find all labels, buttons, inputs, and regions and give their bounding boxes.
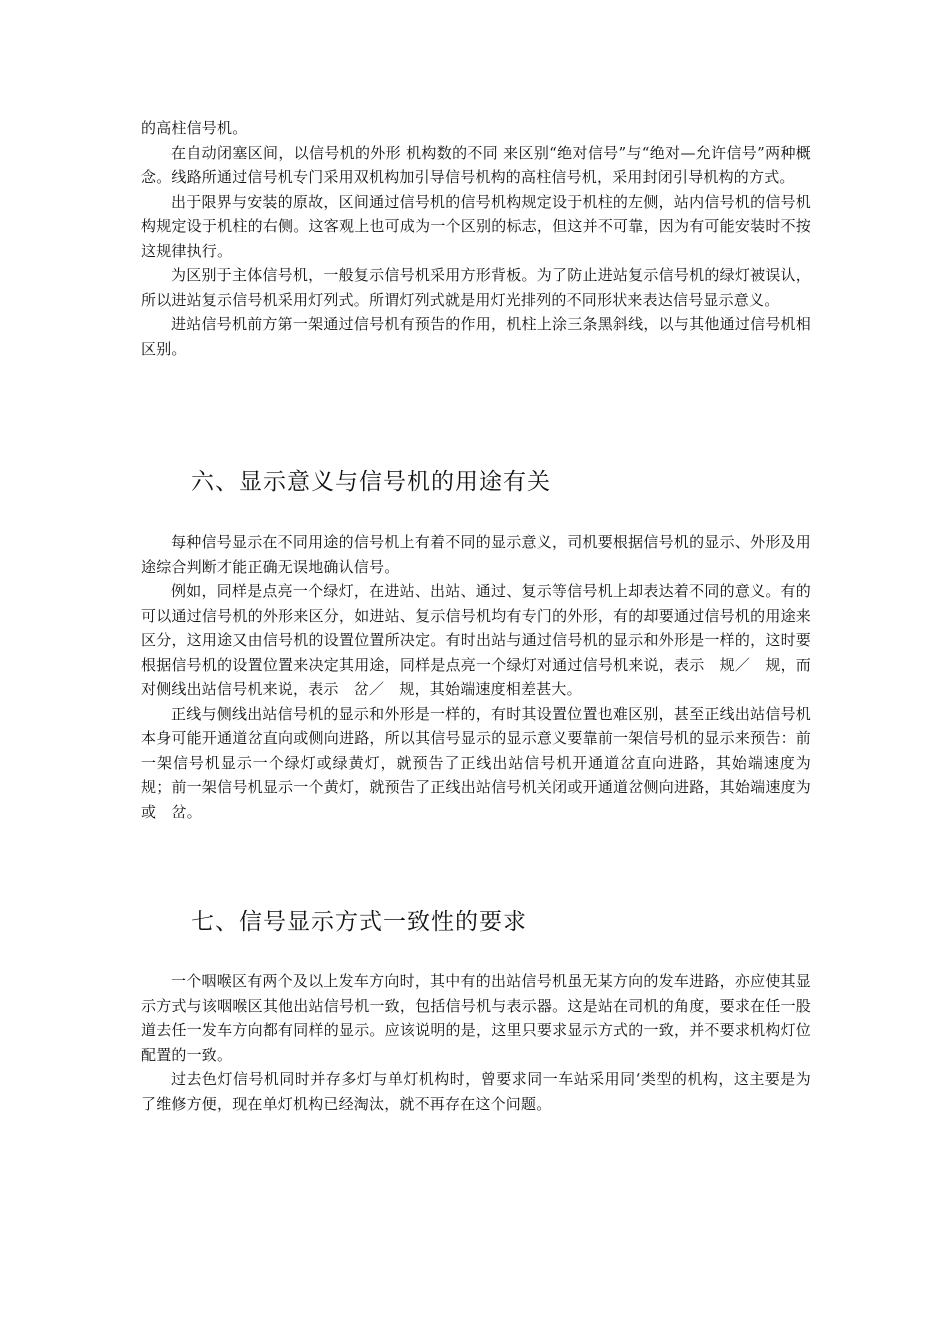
- section-heading: 六、显示意义与信号机的用途有关: [191, 469, 551, 495]
- section-six-body: [141, 530, 842, 824]
- paragraph: 一个咽喉区有两个及以上发车方向时，其中有的出站信号机虽无某方向的发车进路，亦应使其显示方式与该咽喉区其他出站信号机一致，包括信号机与表示器。这是站在司机的角度，要求在任一股道去任一发车方向都有同样的显示。应该说明的是，这里只要求显示方式的一致，并不要求机构灯位配置的一致。: [141, 972, 811, 1064]
- top-section: [141, 116, 811, 361]
- section-heading: 七、信号显示方式一致性的要求: [191, 909, 527, 935]
- paragraph: 在自动闭塞区间，以信号机的外形 机构数的不同 来区别“绝对信号”与“绝对—允许信号”两种概念。线路所通过信号机专门采用双机构加引导信号机构的高柱信号机，采用封闭引导机构的方式。: [141, 143, 811, 186]
- paragraph: 为区别于主体信号机，一般复示信号机采用方形背板。为了防止进站复示信号机的绿灯被误认，所以进站复示信号机采用灯列式。所谓灯列式就是用灯光排列的不同形状来表达信号显示意义。: [141, 266, 811, 309]
- paragraph: 例如，同样是点亮一个绿灯，在进站、出站、通过、复示等信号机上却表达着不同的意义。有的可以通过信号机的外形来区分，如进站、复示信号机均有专门的外形，有的却要通过信号机的用途来区分，这用途又由信号机的设置位置所决定。有时出站与通过信号机的显示和外形是一样的，这时要根据信号机的设置位置来决定其用途，同样是点亮一个绿灯对通过信号机来说，表示 规／ 规，而对侧线出站信号机来说，表示 岔／ 规，其始端速度相差甚大。: [141, 582, 811, 698]
- paragraph: 的高柱信号机。: [141, 119, 248, 137]
- paragraph: 每种信号显示在不同用途的信号机上有着不同的显示意义，司机要根据信号机的显示、外形及用途综合判断才能正确无误地确认信号。: [141, 533, 811, 576]
- section-seven-body: [141, 969, 811, 1116]
- paragraph: 出于限界与安装的原故，区间通过信号机的信号机构规定设于机柱的左侧，站内信号机的信号机构规定设于机柱的右侧。这客观上也可成为一个区别的标志，但这并不可靠，因为有可能安装时不按这规律执行。: [141, 192, 811, 260]
- paragraph: 过去色灯信号机同时并存多灯与单灯机构时，曾要求同一车站采用同‘类型的机构，这主要是为了维修方便，现在单灯机构已经淘汰，就不再存在这个问题。: [141, 1070, 811, 1113]
- paragraph: 进站信号机前方第一架通过信号机有预告的作用，机柱上涂三条黑斜线，以与其他通过信号机相区别。: [141, 315, 811, 358]
- paragraph: 正线与侧线出站信号机的显示和外形是一样的，有时其设置位置也难区别，甚至正线出站信号机本身可能开通道岔直向或侧向进路，所以其信号显示的显示意义要靠前一架信号机的显示来预告：前一架信号机显示一个绿灯或绿黄灯，就预告了正线出站信号机开通道岔直向进路，其始端速度为 规；前一架信号机显示一个黄灯，就预告了正线出站信号机关闭或开通道岔侧向进路，其始端速度为 或 岔。: [141, 704, 842, 821]
